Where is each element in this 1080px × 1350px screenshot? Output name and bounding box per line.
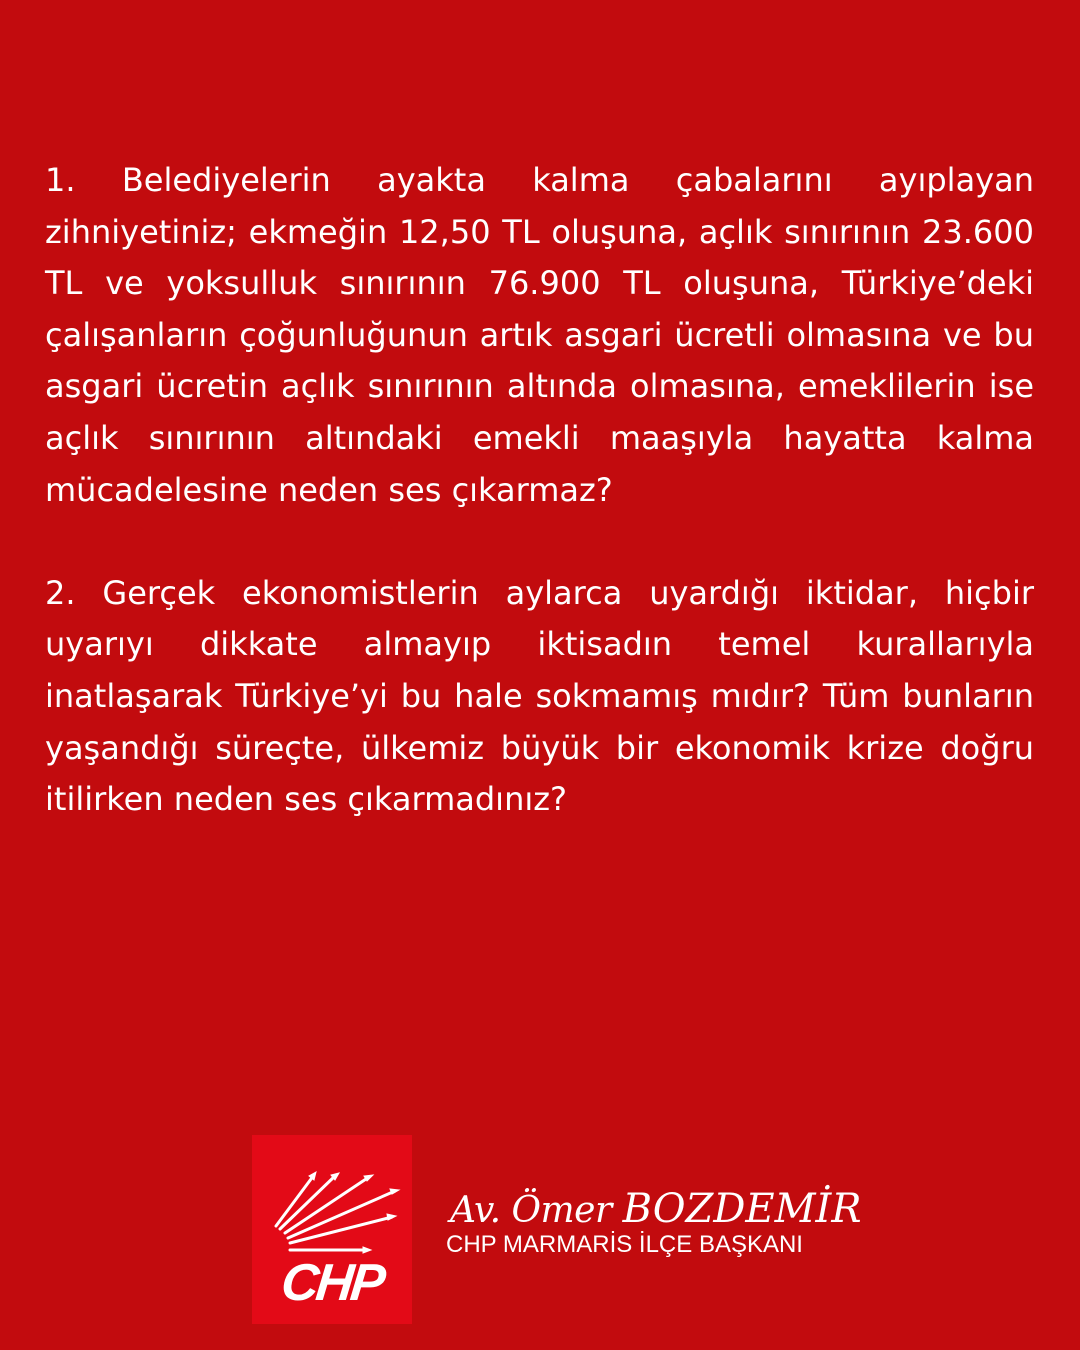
signature-prefix: Av. Ömer: [450, 1190, 612, 1231]
paragraph-1: 1. Belediyelerin ayakta kalma çabalarını ayıplayan zihniyetiniz; ekmeğin 12,50 TL oluşuna, açlık sınırının 23.600 TL ve yoksulluk sınırının 76.900 TL oluşuna, Türkiye’deki çalışanların çoğunluğunun artık asgari ücretli olmasına ve bu asgari ücretin açlık sınırının altında olmasına, emeklilerin ise açlık sınırının altındaki emekli maaşıyla hayatta kalma mücadelesine neden ses çıkarmaz?: [45, 161, 1034, 509]
signature-surname: BOZDEMİR: [622, 1186, 862, 1232]
chp-logo: [252, 1135, 412, 1324]
signature-title: CHP MARMARİS İLÇE BAŞKANI: [446, 1231, 803, 1258]
signature-name: [450, 1185, 861, 1235]
paragraph-2: 2. Gerçek ekonomistlerin aylarca uyardığı iktidar, hiçbir uyarıyı dikkate almayıp iktisadın temel kurallarıyla inatlaşarak Türkiye’yi bu hale sokmamış mıdır? Tüm bunların yaşandığı süreçte, ülkemiz büyük bir ekonomik krize doğru itilirken neden ses çıkarmadınız?: [45, 573, 1034, 819]
logo-text: CHP: [278, 1254, 386, 1312]
six-arrows-icon: [252, 1135, 412, 1255]
signature-block: [446, 1185, 862, 1259]
statement-body: [45, 155, 1034, 826]
